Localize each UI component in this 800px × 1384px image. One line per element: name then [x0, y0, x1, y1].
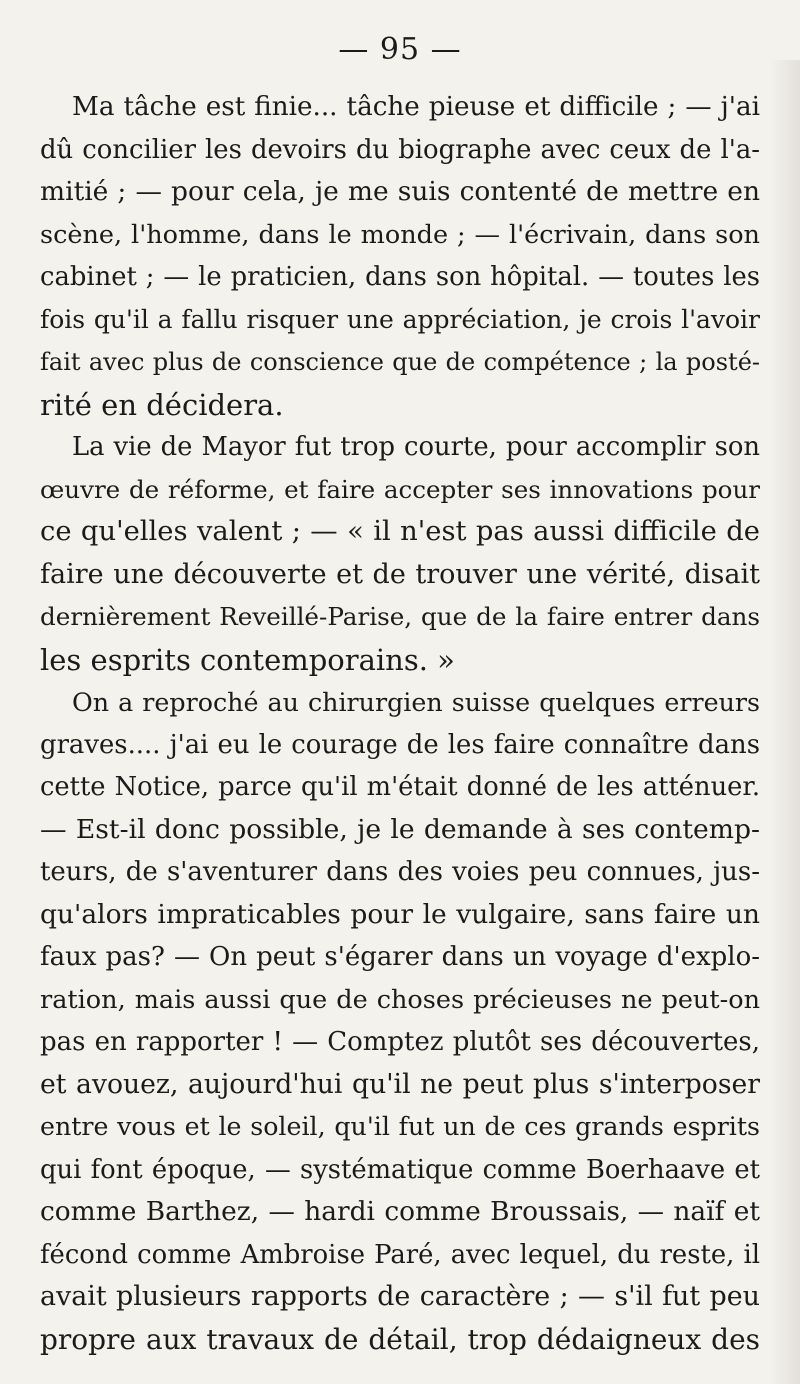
text-line: On a reproché au chirurgien suisse quelques erreurs	[72, 687, 760, 717]
text-line: dernièrement Reveillé-Parise, que de la faire entrer dans	[40, 602, 760, 631]
text-line: dû concilier les devoirs du biographe avec ceux de l'a-	[40, 134, 760, 165]
text-line: ce qu'elles valent ; — « il n'est pas aussi difficile de	[40, 516, 760, 547]
text-line: pas en rapporter ! — Comptez plutôt ses découvertes,	[40, 1027, 760, 1057]
text-line: rité en décidera.	[40, 387, 284, 422]
page-edge-shadow	[770, 60, 800, 1384]
text-line: qui font époque, — systématique comme Boerhaave et	[40, 1154, 760, 1185]
text-line: les esprits contemporains. »	[40, 642, 455, 677]
text-line: teurs, de s'aventurer dans des voies peu connues, jus-	[40, 857, 760, 887]
text-line: fois qu'il a fallu risquer une appréciation, je crois l'avoir	[40, 304, 760, 334]
text-line: cette Notice, parce qu'il m'était donné de les atténuer.	[40, 772, 760, 802]
text-line: faire une découverte et de trouver une vérité, disait	[40, 558, 760, 590]
text-line: et avouez, aujourd'hui qu'il ne peut plus s'interposer	[40, 1068, 760, 1100]
text-line: propre aux travaux de détail, trop dédaigneux des	[40, 1322, 760, 1356]
text-line: œuvre de réforme, et faire accepter ses innovations pour	[40, 474, 760, 504]
text-line: mitié ; — pour cela, je me suis contenté de mettre en	[40, 176, 760, 207]
text-line: ration, mais aussi que de choses précieuses ne peut-on	[40, 984, 760, 1015]
text-line: Ma tâche est finie... tâche pieuse et difficile ; — j'ai	[72, 92, 760, 122]
text-line: faux pas? — On peut s'égarer dans un voyage d'explo-	[40, 942, 760, 972]
text-line: qu'alors impraticables pour le vulgaire, sans faire un	[40, 898, 760, 930]
text-line: cabinet ; — le praticien, dans son hôpital. — toutes les	[40, 262, 760, 292]
body-text	[40, 86, 760, 1361]
text-line: entre vous et le soleil, qu'il fut un de ces grands esprits	[40, 1112, 760, 1141]
text-line: fait avec plus de conscience que de compétence ; la posté-	[40, 348, 760, 376]
text-line: graves.... j'ai eu le courage de les faire connaître dans	[40, 729, 760, 760]
text-line: avait plusieurs rapports de caractère ; — s'il fut peu	[40, 1281, 760, 1312]
text-line: scène, l'homme, dans le monde ; — l'écrivain, dans son	[40, 219, 760, 250]
text-line: comme Barthez, — hardi comme Broussais, — naïf et	[40, 1196, 760, 1227]
page-number: — 95 —	[338, 32, 462, 67]
text-line: La vie de Mayor fut trop courte, pour accomplir son	[72, 432, 760, 462]
text-line: fécond comme Ambroise Paré, avec lequel, du reste, il	[40, 1239, 760, 1270]
text-line: — Est-il donc possible, je le demande à ses contemp-	[40, 813, 760, 845]
